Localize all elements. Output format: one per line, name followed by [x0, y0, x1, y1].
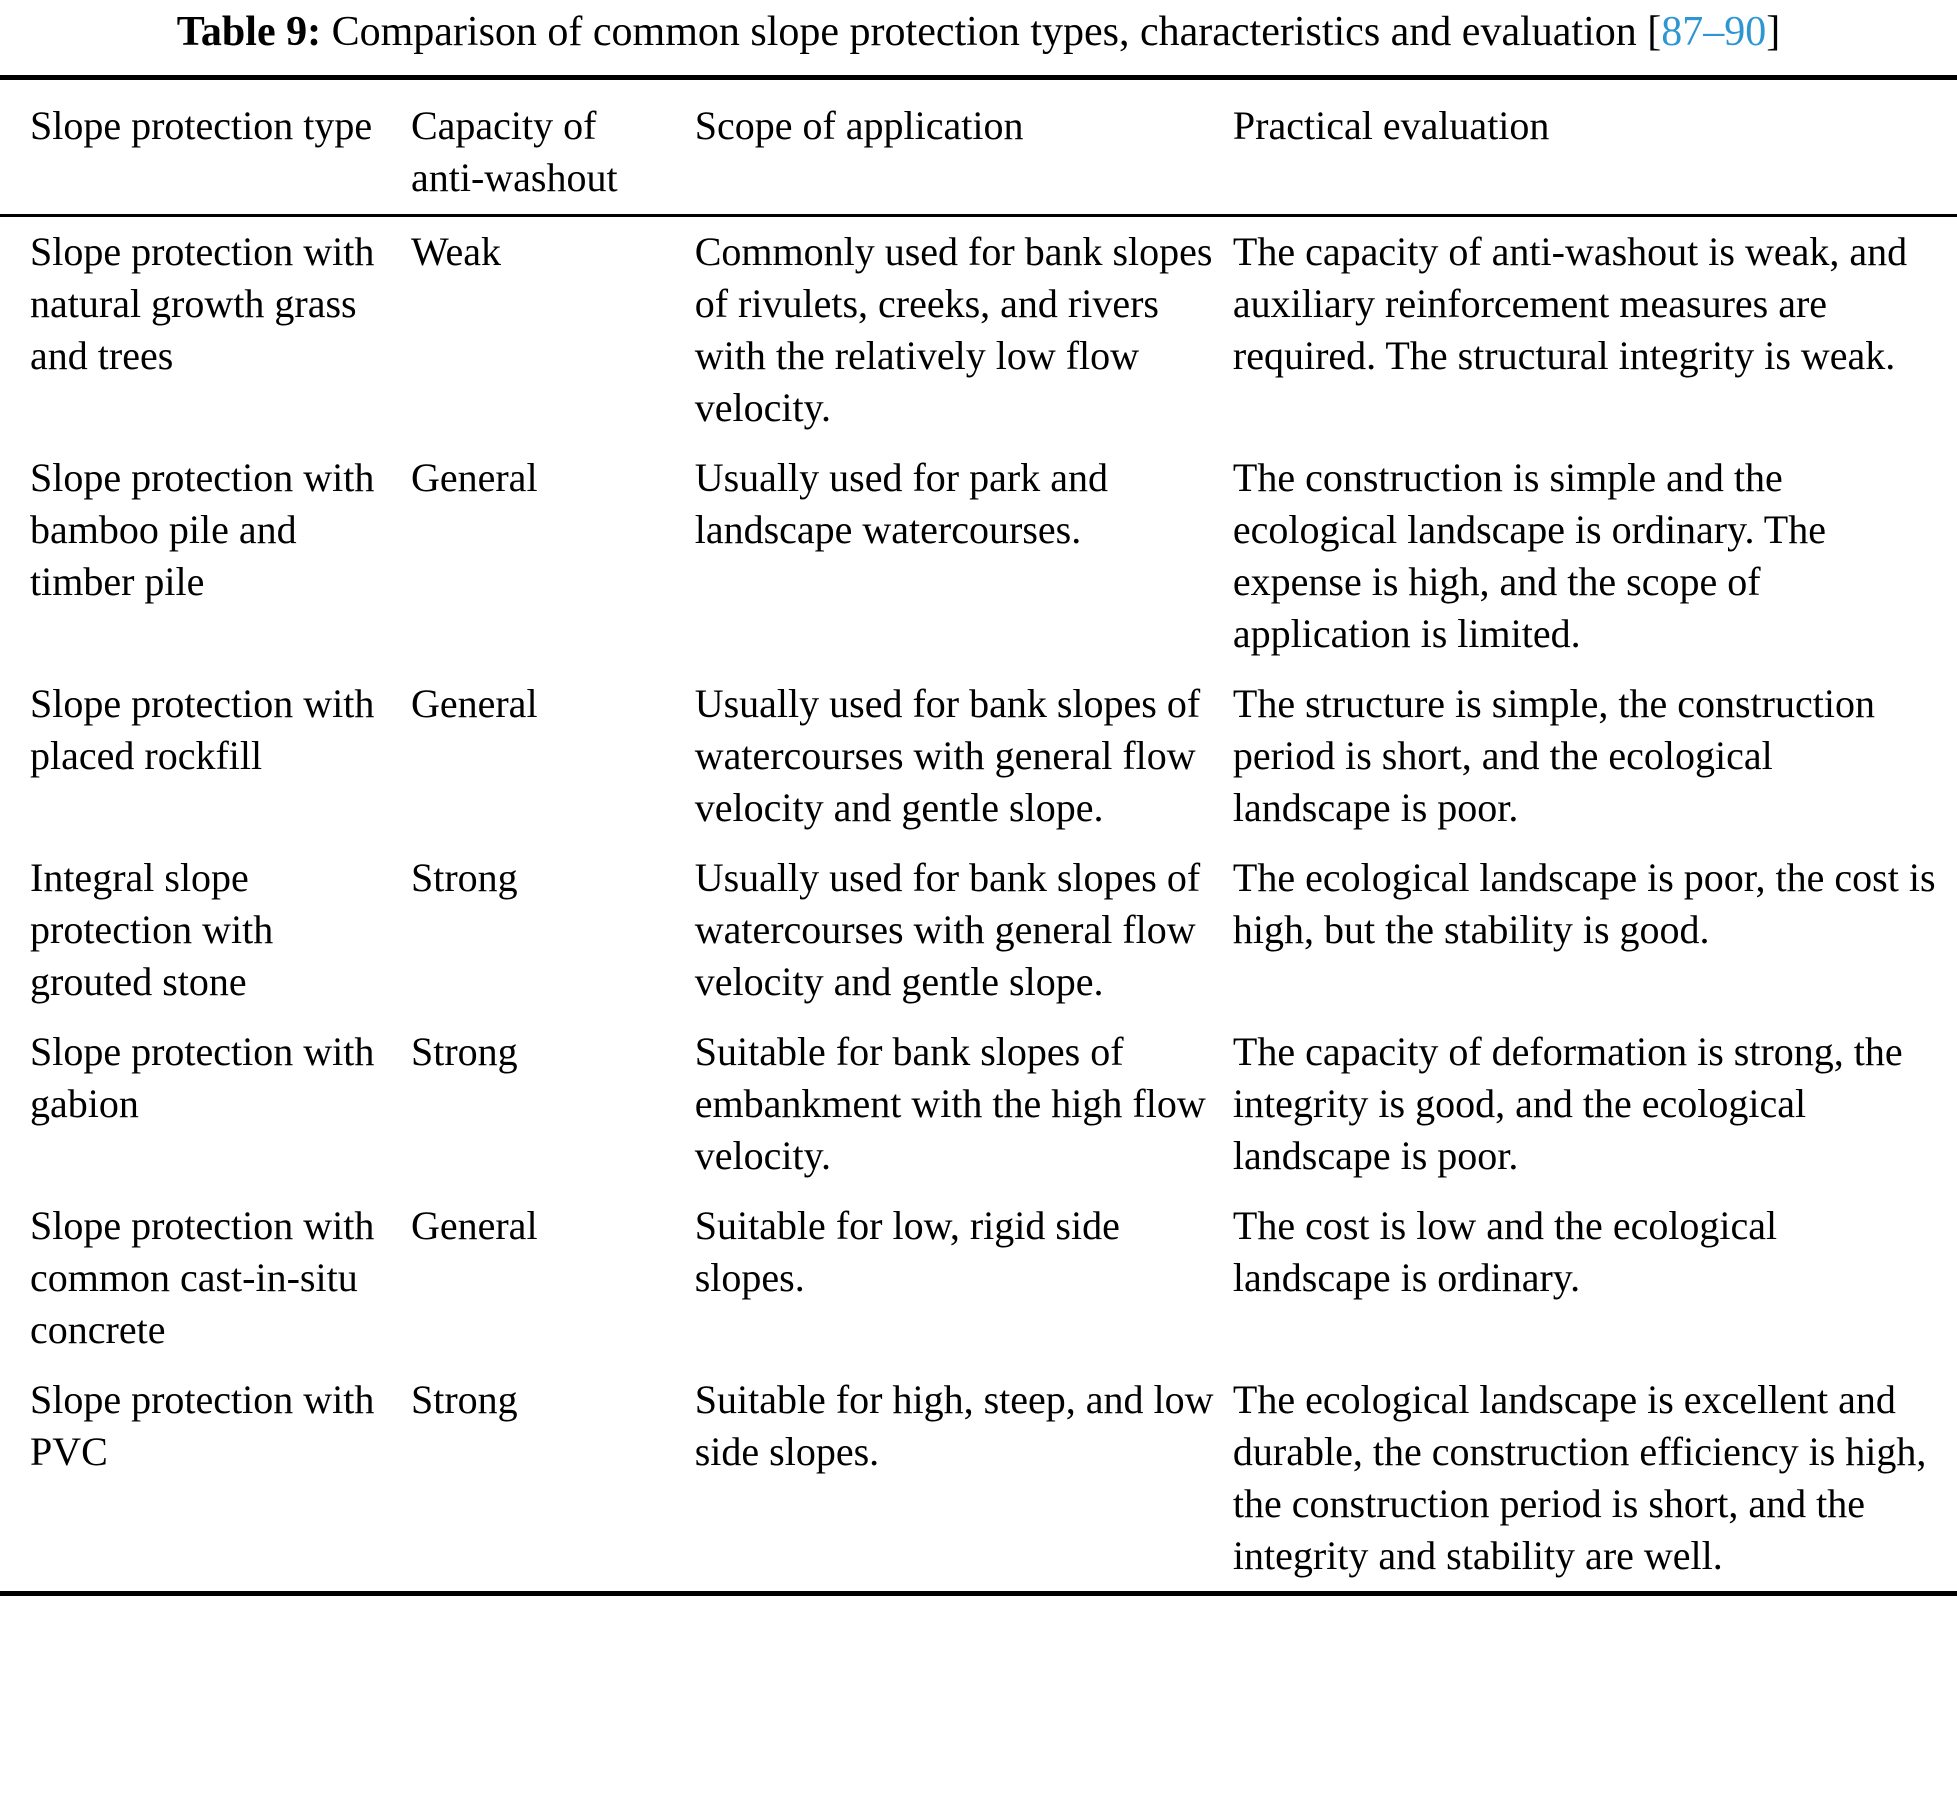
cell-scope: Suitable for low, rigid side slopes. — [694, 1202, 1120, 1300]
cell-evaluation: The ecological landscape is excellent and durable, the construction efficiency is high, the construction period is short, and the integrity and stability are well. — [1232, 1376, 1927, 1578]
table-row — [0, 1191, 1957, 1365]
header-row — [0, 77, 1957, 215]
cell-scope: Usually used for bank slopes of watercourses with general flow velocity and gentle slope. — [694, 854, 1201, 1004]
table-body — [0, 215, 1957, 1593]
cell-type: Slope protection with gabion — [30, 1028, 375, 1126]
cell-type: Slope protection with placed rockfill — [30, 680, 375, 778]
cell-type: Slope protection with natural growth grass and trees — [30, 228, 375, 378]
cell-evaluation: The structure is simple, the construction period is short, and the ecological landscape is poor. — [1232, 680, 1875, 830]
citation-bracket-open: [ — [1647, 9, 1662, 55]
table-row — [0, 443, 1957, 669]
cell-scope: Suitable for bank slopes of embankment with the high flow velocity. — [694, 1028, 1206, 1178]
cell-type: Slope protection with PVC — [30, 1376, 375, 1474]
cell-capacity: General — [410, 454, 538, 500]
table-row — [0, 1017, 1957, 1191]
col-header-scope-of-application: Scope of application — [695, 77, 1233, 215]
col-header-slope-protection-type: Slope protection type — [0, 77, 411, 215]
cell-capacity: General — [410, 680, 538, 726]
table-row — [0, 843, 1957, 1017]
cell-scope: Usually used for bank slopes of watercourses with general flow velocity and gentle slope. — [694, 680, 1201, 830]
cell-type: Integral slope protection with grouted stone — [30, 854, 274, 1004]
table-row — [0, 215, 1957, 443]
col-header-practical-evaluation: Practical evaluation — [1233, 77, 1957, 215]
citation-bracket-close: ] — [1766, 9, 1781, 55]
cell-evaluation: The construction is simple and the ecological landscape is ordinary. The expense is high, and the scope of application is limited. — [1232, 454, 1826, 656]
cell-evaluation: The ecological landscape is poor, the cost is high, but the stability is good. — [1232, 854, 1936, 952]
cell-scope: Commonly used for bank slopes of rivulets, creeks, and rivers with the relatively low flow velocity. — [694, 228, 1213, 430]
cell-type: Slope protection with bamboo pile and timber pile — [30, 454, 375, 604]
table-header — [0, 77, 1957, 215]
slope-protection-table — [0, 75, 1957, 1596]
cell-evaluation: The cost is low and the ecological landscape is ordinary. — [1232, 1202, 1778, 1300]
col-header-capacity-anti-washout: Capacity of anti-washout — [411, 77, 695, 215]
table-row — [0, 669, 1957, 843]
table-caption — [10, 6, 1947, 59]
table-caption-label: Table 9: — [176, 9, 322, 55]
cell-capacity: Strong — [410, 1028, 518, 1074]
cell-capacity: Strong — [410, 1376, 518, 1422]
cell-evaluation: The capacity of deformation is strong, the integrity is good, and the ecological landscape is poor. — [1232, 1028, 1903, 1178]
citation-link[interactable]: 87–90 — [1661, 9, 1767, 55]
cell-capacity: Weak — [410, 228, 502, 274]
cell-capacity: Strong — [410, 854, 518, 900]
cell-scope: Suitable for high, steep, and low side slopes. — [694, 1376, 1214, 1474]
table-row — [0, 1365, 1957, 1594]
cell-type: Slope protection with common cast-in-situ concrete — [30, 1202, 375, 1352]
cell-capacity: General — [410, 1202, 538, 1248]
cell-evaluation: The capacity of anti-washout is weak, and auxiliary reinforcement measures are required. The structural integrity is weak. — [1232, 228, 1908, 378]
table-caption-text: Comparison of common slope protection types, characteristics and evaluation — [331, 9, 1637, 55]
cell-scope: Usually used for park and landscape watercourses. — [694, 454, 1108, 552]
